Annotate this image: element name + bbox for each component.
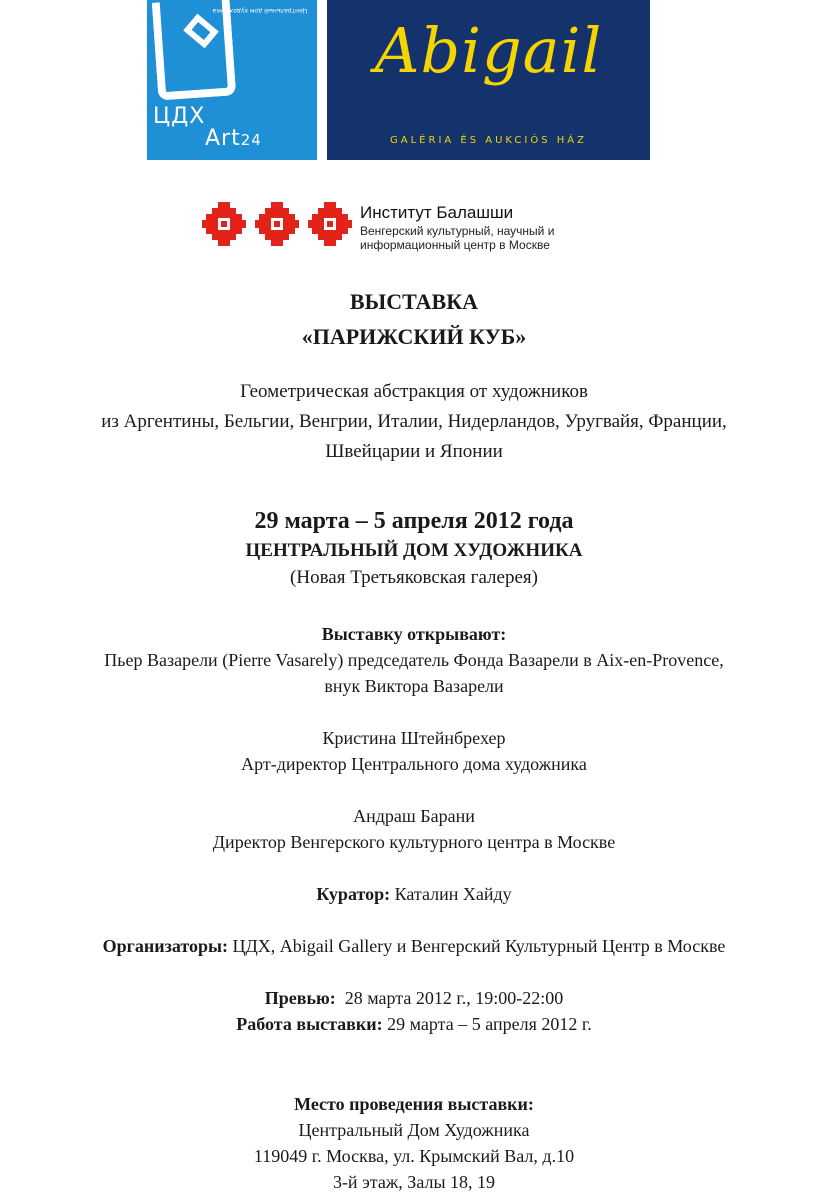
abigail-logo	[327, 0, 650, 160]
preview-line	[0, 988, 828, 1009]
curator-line	[0, 884, 828, 905]
hours-line	[0, 1014, 828, 1035]
opener2-name: Кристина Штейнбрехер	[322, 728, 506, 748]
cdx-logo-frame	[152, 0, 237, 101]
red-folk-motif-icon	[200, 200, 248, 248]
exhibition-dates: 29 марта – 5 апреля 2012 года	[254, 508, 574, 534]
location-line1: Центральный Дом Художника	[298, 1120, 530, 1140]
opener3-name: Андраш Барани	[353, 806, 475, 826]
curator-value: Каталин Хайду	[390, 884, 512, 904]
opener1-line1: Пьер Вазарели (Pierre Vasarely) председатель Фонда Вазарели в Aix-en-Provence,	[104, 650, 724, 670]
hours-value: 29 марта – 5 апреля 2012 г.	[382, 1014, 592, 1034]
institute-name: Институт Балашши	[360, 203, 514, 222]
cdx-logo-number: 24	[240, 131, 262, 149]
cdx-logo-word: ЦДХ	[153, 104, 206, 129]
opener2-role: Арт-директор Центрального дома художника	[241, 754, 587, 774]
title-line1: ВЫСТАВКА	[349, 289, 479, 314]
red-folk-motif-icon	[253, 200, 301, 248]
red-folk-motif-icon	[306, 200, 354, 248]
cdx-logo-art: Art	[205, 126, 241, 151]
opener3-role: Директор Венгерского культурного центра в Москве	[212, 832, 616, 852]
title-line2: «ПАРИЖСКИЙ КУБ»	[301, 324, 527, 349]
curator-label: Куратор:	[316, 884, 391, 904]
abigail-logo-subtitle: GALÉRIA ÉS AUKCIÓS HÁZ	[390, 135, 587, 146]
cdx-art24-logo	[147, 0, 317, 160]
location-line3: 3-й этаж, Залы 18, 19	[332, 1172, 496, 1192]
cdx-logo-art24	[205, 126, 262, 151]
organizers-value: ЦДХ, Abigail Gallery и Венгерский Культурный Центр в Москве	[228, 936, 726, 956]
venue-name: ЦЕНТРАЛЬНЫЙ ДОМ ХУДОЖНИКА	[245, 540, 583, 561]
preview-label: Превью:	[264, 988, 336, 1008]
subtitle-line2: из Аргентины, Бельгии, Венгрии, Италии, Нидерландов, Уругвайя, Франции,	[101, 411, 727, 432]
opener1-line2: внук Виктора Вазарели	[324, 676, 504, 696]
preview-value: 28 марта 2012 г., 19:00-22:00	[335, 988, 564, 1008]
hours-label: Работа выставки:	[236, 1014, 383, 1034]
openers-heading: Выставку открывают:	[321, 624, 507, 644]
balassi-institute-logo	[200, 200, 620, 252]
organizers-line	[0, 936, 828, 957]
subtitle-line3: Швейцарии и Японии	[325, 441, 503, 462]
institute-description-line1: Венгерский культурный, научный и	[360, 224, 555, 238]
location-line2: 119049 г. Москва, ул. Крымский Вал, д.10	[253, 1146, 575, 1166]
organizers-label: Организаторы:	[102, 936, 229, 956]
subtitle-line1: Геометрическая абстракция от художников	[240, 381, 588, 402]
location-heading: Место проведения выставки:	[294, 1094, 534, 1114]
abigail-logo-name: Abigail	[374, 14, 603, 87]
cdx-logo-tagline: Центральный дом художника	[212, 7, 308, 14]
venue-note: (Новая Третьяковская галерея)	[290, 567, 538, 588]
institute-description-line2: информационный центр в Москве	[360, 238, 550, 252]
